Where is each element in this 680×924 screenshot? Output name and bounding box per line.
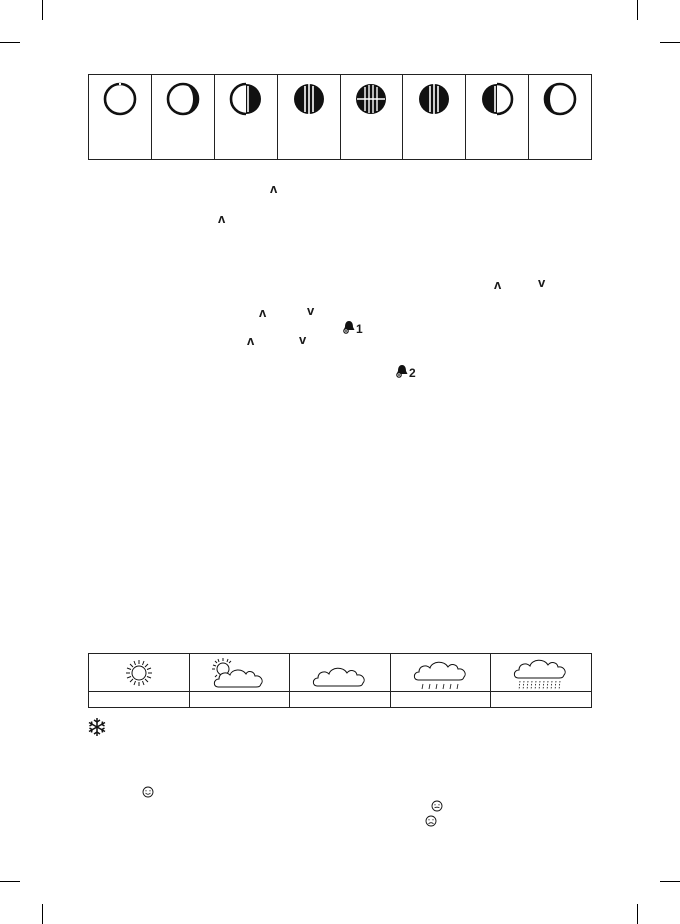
weather-cell: [391, 654, 492, 691]
weather-icon-row: [89, 654, 591, 692]
up-arrow-icon: ʌ: [218, 211, 226, 226]
crop-mark: [0, 42, 20, 43]
crop-mark: [637, 904, 638, 924]
weather-cell: [290, 654, 391, 691]
weather-cell: [89, 654, 190, 691]
crop-mark: [0, 881, 20, 882]
weather-label: [491, 691, 591, 707]
sunny-icon: [119, 657, 159, 689]
weather-icon-table: [88, 653, 592, 708]
new-moon-icon: [103, 81, 137, 117]
up-arrow-icon: ʌ: [270, 181, 278, 196]
weather-cell: [491, 654, 591, 691]
weather-label: [89, 691, 190, 707]
waning-gibbous-icon: [417, 81, 451, 117]
comfort-sad-icon: [425, 815, 437, 827]
down-arrow-icon: v: [307, 303, 315, 318]
up-arrow-icon: ʌ: [247, 333, 255, 348]
weather-label-row: [89, 691, 591, 707]
waxing-crescent-icon: [166, 81, 200, 117]
first-quarter-icon: [229, 81, 263, 117]
last-quarter-icon: [480, 81, 514, 117]
cloudy-icon: [309, 657, 371, 689]
comfort-smile-icon: [142, 786, 154, 798]
full-moon-icon: [354, 81, 388, 117]
moon-cell: [215, 75, 278, 159]
snowflake-icon: [87, 717, 107, 737]
crop-mark: [42, 904, 43, 924]
moon-cell: [152, 75, 215, 159]
waning-crescent-icon: [543, 81, 577, 117]
alarm-1-number: 1: [356, 322, 363, 336]
moon-cell: [403, 75, 466, 159]
waxing-gibbous-icon: [292, 81, 326, 117]
up-arrow-icon: ʌ: [259, 305, 267, 320]
partly-cloudy-icon: [208, 657, 270, 689]
crop-mark: [42, 0, 43, 20]
crop-mark: [637, 0, 638, 20]
moon-cell: [89, 75, 152, 159]
weather-label: [391, 691, 492, 707]
up-arrow-icon: ʌ: [494, 277, 502, 292]
rainy-icon: [410, 657, 472, 691]
comfort-neutral-icon: [431, 800, 443, 812]
down-arrow-icon: v: [299, 332, 307, 347]
moon-cell: [529, 75, 591, 159]
moon-cell: [278, 75, 341, 159]
moon-phase-table: [88, 74, 592, 160]
alarm-bell-icon: [395, 364, 409, 378]
weather-label: [290, 691, 391, 707]
alarm-bell-icon: [342, 320, 356, 334]
heavy-rain-icon: [510, 657, 572, 691]
down-arrow-icon: v: [538, 275, 546, 290]
weather-cell: [190, 654, 291, 691]
alarm-2-number: 2: [409, 366, 416, 380]
crop-mark: [660, 42, 680, 43]
weather-label: [190, 691, 291, 707]
moon-cell: [466, 75, 529, 159]
moon-cell: [341, 75, 404, 159]
crop-mark: [660, 881, 680, 882]
